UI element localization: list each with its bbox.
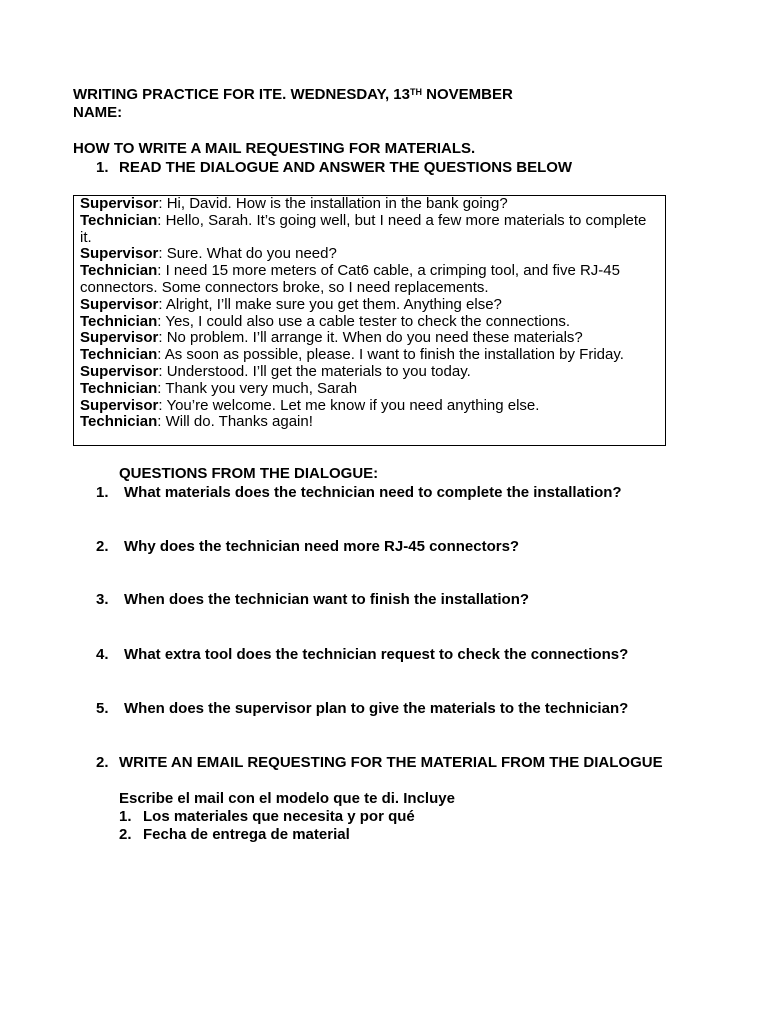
question-number: 5. xyxy=(96,700,109,717)
dialogue-text: : I need 15 more meters of Cat6 cable, a crimping tool, and five RJ-45 connectors. Some connectors broke, so I need replacements. xyxy=(80,262,620,296)
question-number: 3. xyxy=(96,591,109,608)
speaker-name: Technician xyxy=(80,413,158,431)
speaker-name: Technician xyxy=(80,262,158,280)
dialogue-box xyxy=(73,195,666,446)
question-number: 2. xyxy=(96,538,109,555)
question-number: 1. xyxy=(96,484,109,501)
task1-instruction: READ THE DIALOGUE AND ANSWER THE QUESTIONS BELOW xyxy=(119,159,573,176)
task2-number: 2. xyxy=(96,754,109,771)
dialogue-line xyxy=(80,381,661,398)
dialogue-text: : No problem. I’ll arrange it. When do you need these materials? xyxy=(158,329,583,347)
questions-heading: QUESTIONS FROM THE DIALOGUE: xyxy=(119,465,379,482)
dialogue-text: : Will do. Thanks again! xyxy=(157,413,313,431)
speaker-name: Supervisor xyxy=(80,295,159,313)
question-number: 4. xyxy=(96,646,109,663)
instruction-item-text: Los materiales que necesita y por qué xyxy=(143,808,415,825)
question-text: What extra tool does the technician request to check the connections? xyxy=(124,646,629,663)
dialogue-text: : Hi, David. How is the installation in the bank going? xyxy=(158,195,508,212)
instruction-item-text: Fecha de entrega de material xyxy=(143,826,350,843)
name-label: NAME: xyxy=(73,104,123,121)
task2-instruction: WRITE AN EMAIL REQUESTING FOR THE MATERIAL FROM THE DIALOGUE xyxy=(119,754,663,771)
dialogue-line xyxy=(80,263,661,297)
title-ordinal-suffix: TH xyxy=(409,87,422,97)
question-text: What materials does the technician need to complete the installation? xyxy=(124,484,622,501)
speaker-name: Supervisor xyxy=(80,245,159,263)
title-text: WRITING PRACTICE FOR ITE. WEDNESDAY, 13 xyxy=(73,86,410,103)
dialogue-text: : As soon as possible, please. I want to finish the installation by Friday. xyxy=(157,346,624,364)
dialogue-line xyxy=(80,314,661,331)
dialogue-text: : You’re welcome. Let me know if you need anything else. xyxy=(158,396,540,414)
speaker-name: Supervisor xyxy=(80,195,159,212)
speaker-name: Technician xyxy=(80,312,158,330)
dialogue-text: : Understood. I’ll get the materials to you today. xyxy=(158,362,471,380)
document-title xyxy=(73,86,513,103)
section-heading: HOW TO WRITE A MAIL REQUESTING FOR MATERIALS. xyxy=(73,140,476,157)
speaker-name: Supervisor xyxy=(80,396,159,414)
question-text: Why does the technician need more RJ-45 connectors? xyxy=(124,538,520,555)
dialogue-text: : Sure. What do you need? xyxy=(158,245,337,263)
question-text: When does the technician want to finish the installation? xyxy=(124,591,530,608)
question-text: When does the supervisor plan to give the materials to the technician? xyxy=(124,700,629,717)
dialogue-line xyxy=(80,414,661,431)
dialogue-line xyxy=(80,196,661,213)
speaker-name: Supervisor xyxy=(80,362,159,380)
dialogue-line xyxy=(80,398,661,415)
speaker-name: Technician xyxy=(80,346,158,364)
dialogue-line xyxy=(80,364,661,381)
instruction-item-number: 2. xyxy=(119,826,132,843)
instructions-intro: Escribe el mail con el modelo que te di. Incluye xyxy=(119,790,455,807)
dialogue-text: : Yes, I could also use a cable tester to check the connections. xyxy=(157,312,571,330)
speaker-name: Supervisor xyxy=(80,329,159,347)
dialogue-line xyxy=(80,297,661,314)
dialogue-line xyxy=(80,213,661,247)
instruction-item-number: 1. xyxy=(119,808,132,825)
dialogue-lines xyxy=(80,196,661,431)
dialogue-text: : Thank you very much, Sarah xyxy=(157,379,358,397)
dialogue-text: : Alright, I’ll make sure you get them. Anything else? xyxy=(158,295,502,313)
dialogue-line xyxy=(80,246,661,263)
dialogue-line xyxy=(80,330,661,347)
task1-number: 1. xyxy=(96,159,109,176)
speaker-name: Technician xyxy=(80,379,158,397)
speaker-name: Technician xyxy=(80,211,158,229)
dialogue-text: : Hello, Sarah. It’s going well, but I need a few more materials to complete it. xyxy=(80,211,647,246)
title-month: NOVEMBER xyxy=(421,86,513,103)
dialogue-line xyxy=(80,347,661,364)
